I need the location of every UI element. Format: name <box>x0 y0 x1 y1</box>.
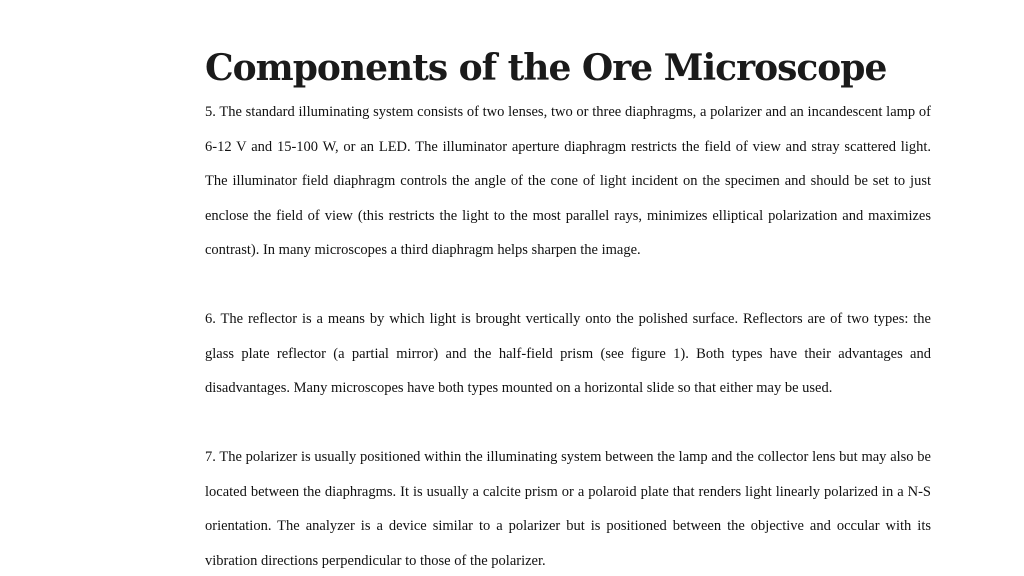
paragraph-illuminating-system: 5. The standard illuminating system consists of two lenses, two or three diaphragms, a polarizer and an incandescent lamp of 6-12 V and 15-100 W, or an LED. The illuminator aperture diaphragm restricts the field of view and stray scattered light. The illuminator field diaphragm controls the angle of the cone of light incident on the specimen and should be set to just enclose the field of view (this restricts the light to the most parallel rays, minimizes elliptical polarization and maximizes contrast). In many microscopes a third diaphragm helps sharpen the image. <box>205 104 931 258</box>
slide-title: Components of the Ore Microscope <box>205 47 887 89</box>
paragraph-polarizer: 7. The polarizer is usually positioned within the illuminating system between the lamp and the collector lens but may also be located between the diaphragms. It is usually a calcite prism or a polaroid plate that renders light linearly polarized in a N-S orientation. The analyzer is a device similar to a polarizer but is positioned between the objective and occular with its vibration directions perpendicular to those of the polarizer. <box>205 449 931 569</box>
paragraph-reflector: 6. The reflector is a means by which light is brought vertically onto the polished surface. Reflectors are of two types: the glass plate reflector (a partial mirror) and the half-field prism (see figure 1). Both types have their advantages and disadvantages. Many microscopes have both types mounted on a horizontal slide so that either may be used. <box>205 311 931 396</box>
slide-body <box>205 95 931 576</box>
